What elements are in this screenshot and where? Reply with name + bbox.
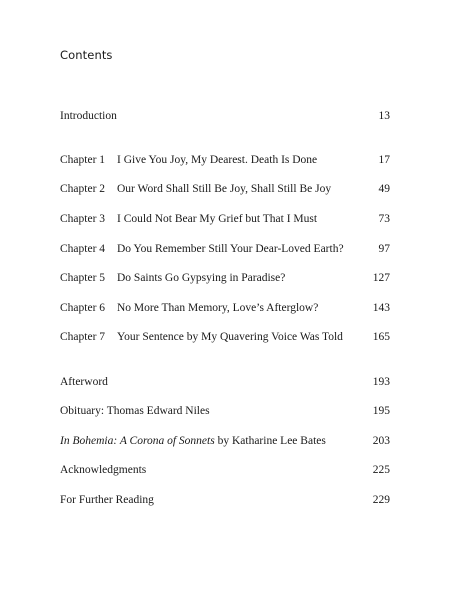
toc-entry-title-author: by Katharine Lee Bates [214, 435, 326, 447]
page-title: Contents [60, 48, 113, 62]
toc-entry-page: 97 [378, 243, 390, 255]
chapter-number: Chapter 6 [60, 302, 106, 314]
toc-entry-page: 203 [372, 435, 390, 447]
toc-entry-page: 195 [372, 405, 390, 417]
toc-entry-further-reading [60, 492, 390, 508]
toc-entry-title: For Further Reading [60, 494, 154, 506]
toc-entry-title: Obituary: Thomas Edward Niles [60, 405, 210, 417]
toc-entry-page: 49 [378, 183, 390, 195]
chapter-title: I Give You Joy, My Dearest. Death Is Done [117, 154, 318, 166]
toc-entry-page: 73 [378, 213, 390, 225]
toc-entry-chapter-7 [60, 329, 390, 345]
toc-entry-acknowledgments [60, 462, 390, 478]
toc-entry-title [60, 433, 326, 449]
toc-entry-title-italic: In Bohemia: A Corona of Sonnets [60, 435, 215, 447]
toc-entry-page: 13 [378, 110, 390, 122]
chapter-number: Chapter 2 [60, 183, 106, 195]
toc-entry-chapter-1 [60, 152, 390, 168]
toc-entry-title: Introduction [60, 110, 117, 122]
chapter-number: Chapter 5 [60, 272, 106, 284]
toc-entry-page: 165 [372, 331, 390, 343]
toc-entry-page: 193 [372, 376, 390, 388]
chapter-title: Your Sentence by My Quavering Voice Was Told [117, 331, 343, 343]
toc-entry-title: Afterword [60, 376, 108, 388]
chapter-number: Chapter 1 [60, 154, 106, 166]
chapter-title: Do Saints Go Gypsying in Paradise? [117, 272, 286, 284]
toc-entry-page: 143 [372, 302, 390, 314]
toc-entry-title: Acknowledgments [60, 464, 147, 476]
toc-entry-page: 17 [378, 154, 390, 166]
toc-entry-chapter-5 [60, 270, 390, 286]
toc-entry-afterword [60, 374, 390, 390]
toc-entry-in-bohemia [60, 433, 390, 449]
chapter-title: Do You Remember Still Your Dear-Loved Earth? [117, 243, 344, 255]
toc-entry-page: 127 [372, 272, 390, 284]
toc-entry-chapter-6 [60, 300, 390, 316]
toc-entry-chapter-4 [60, 241, 390, 257]
chapter-number: Chapter 3 [60, 213, 106, 225]
chapter-number: Chapter 7 [60, 331, 106, 343]
chapter-title: I Could Not Bear My Grief but That I Must [117, 213, 318, 225]
chapter-title: No More Than Memory, Love’s Afterglow? [117, 302, 319, 314]
toc-entry-page: 225 [372, 464, 390, 476]
toc-entry-introduction [60, 108, 390, 124]
toc-entry-chapter-3 [60, 211, 390, 227]
toc-entry-chapter-2 [60, 181, 390, 197]
chapter-number: Chapter 4 [60, 243, 106, 255]
toc-entry-obituary [60, 403, 390, 419]
toc-entry-page: 229 [372, 494, 390, 506]
chapter-title: Our Word Shall Still Be Joy, Shall Still Be Joy [117, 183, 332, 195]
